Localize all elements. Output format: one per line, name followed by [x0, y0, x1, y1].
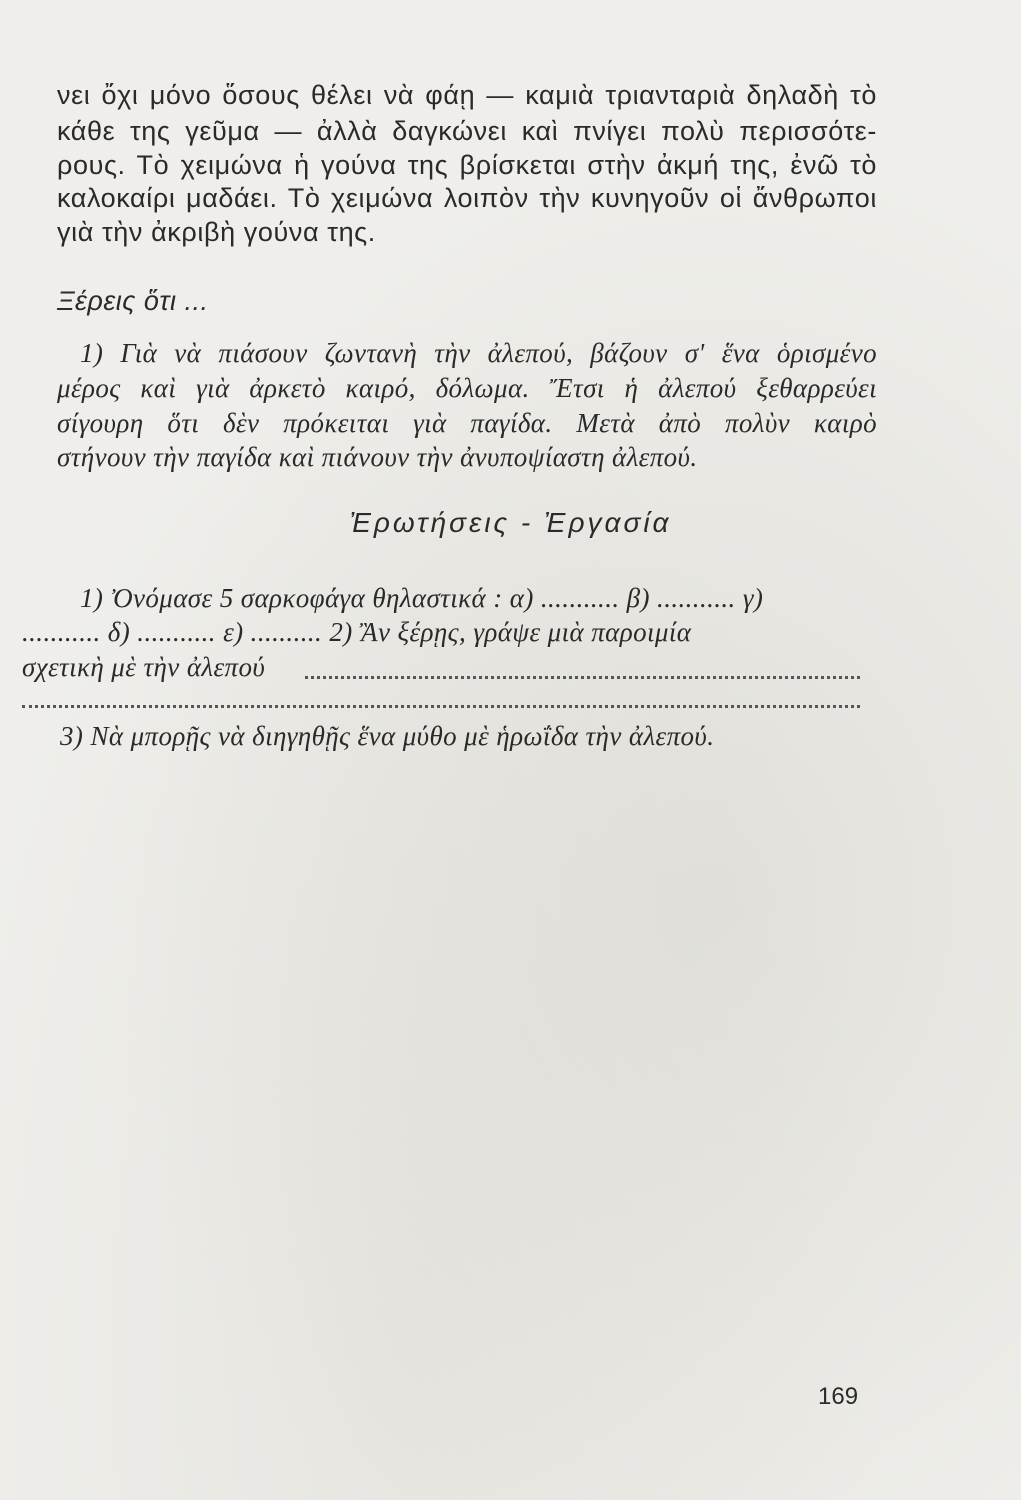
page-number: 169: [818, 1383, 859, 1410]
intro-line-3: ρους. Τὸ χειμώνα ἡ γούνα της βρίσκεται στὴν ἀκμή της, ἐνῶ τὸ: [57, 150, 877, 180]
fact-line-3: σίγουρη ὅτι δὲν πρόκειται γιὰ παγίδα. Μετὰ ἀπὸ πολὺν καιρὸ: [57, 408, 877, 438]
question-1-line-b: ........... δ) ........... ε) .......... 2) Ἂν ξέρῃς, γράψε μιὰ παροιμία: [22, 617, 692, 647]
question-1-line-a: 1) Ὀνόμασε 5 σαρκοφάγα θηλαστικά : α) ........... β) ........... γ): [80, 583, 764, 613]
question-2-line-c: σχετικὴ μὲ τὴν ἀλεπού: [22, 652, 266, 682]
intro-line-2: κάθε της γεῦμα — ἀλλὰ δαγκώνει καὶ πνίγει πολὺ περισσότε-: [57, 116, 877, 146]
question-3: 3) Νὰ μπορῇς νὰ διηγηθῇς ἕνα μύθο μὲ ἡρωΐδα τὴν ἀλεπού.: [60, 721, 715, 751]
fact-line-1: 1) Γιὰ νὰ πιάσουν ζωντανὴ τὴν ἀλεπού, βάζουν σ' ἕνα ὁρισμένο: [80, 338, 877, 368]
questions-title: Ἐρωτήσεις - Ἐργασία: [349, 507, 672, 538]
fact-heading: Ξέρεις ὅτι ...: [57, 286, 209, 316]
answer-dotted-line-2: [22, 705, 860, 708]
answer-dotted-line-1: [305, 676, 860, 679]
fact-line-4: στήνουν τὴν παγίδα καὶ πιάνουν τὴν ἀνυποψίαστη ἀλεπού.: [57, 442, 698, 472]
fact-line-2: μέρος καὶ γιὰ ἀρκετὸ καιρό, δόλωμα. Ἔτσι ἡ ἀλεπού ξεθαρρεύει: [57, 373, 877, 403]
intro-line-5: γιὰ τὴν ἀκριβὴ γούνα της.: [57, 217, 376, 247]
intro-line-4: καλοκαίρι μαδάει. Τὸ χειμώνα λοιπὸν τὴν κυνηγοῦν οἱ ἄνθρωποι: [57, 183, 877, 213]
intro-line-1: νει ὄχι μόνο ὅσους θέλει νὰ φάῃ — καμιὰ τριανταριὰ δηλαδὴ τὸ: [57, 80, 877, 110]
